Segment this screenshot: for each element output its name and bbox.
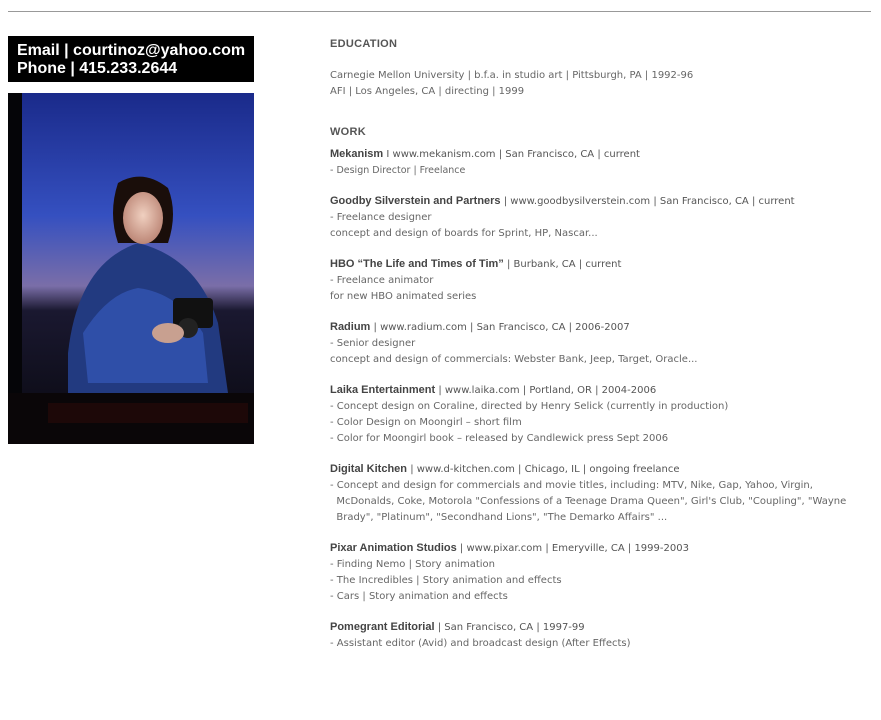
education-heading: EDUCATION xyxy=(330,38,398,50)
job-entry xyxy=(330,461,850,526)
email-line[interactable]: Email | courtinoz@yahoo.com xyxy=(17,42,246,59)
job-detail: - Concept design on Coraline, directed by Henry Selick (currently in production) xyxy=(330,401,729,412)
job-entry xyxy=(330,256,850,305)
job-title xyxy=(330,256,850,273)
job-info[interactable]: | www.laika.com | Portland, OR | 2004-2006 xyxy=(435,385,657,396)
job-detail: - Freelance designer xyxy=(330,212,432,223)
company-name: Pomegrant Editorial xyxy=(330,621,435,633)
job-detail: concept and design of commercials: Webster Bank, Jeep, Target, Oracle... xyxy=(330,354,698,365)
job-detail: - Color for Moongirl book – released by Candlewick press Sept 2006 xyxy=(330,433,669,444)
job-info[interactable]: | www.goodbysilverstein.com | San Francisco, CA | current xyxy=(500,196,795,207)
job-detail: concept and design of boards for Sprint, HP, Nascar... xyxy=(330,228,598,239)
job-title xyxy=(330,540,850,557)
job-entry xyxy=(330,540,850,605)
company-name: Digital Kitchen xyxy=(330,463,408,475)
job-entry xyxy=(330,319,850,368)
job-detail: - The Incredibles | Story animation and effects xyxy=(330,575,562,586)
job-detail: - Cars | Story animation and effects xyxy=(330,591,508,602)
job-info[interactable]: | www.radium.com | San Francisco, CA | 2006-2007 xyxy=(370,322,630,333)
phone-line: Phone | 415.233.2644 xyxy=(17,60,178,77)
company-name: Radium xyxy=(330,321,371,333)
job-title xyxy=(330,619,850,636)
job-info: | San Francisco, CA | 1997-99 xyxy=(434,622,585,633)
job-title xyxy=(330,382,850,399)
job-entry xyxy=(330,619,850,652)
company-name: HBO “The Life and Times of Tim” xyxy=(330,258,504,270)
company-name: Mekanism xyxy=(330,148,384,160)
portrait-photo xyxy=(8,93,254,444)
top-divider xyxy=(8,11,871,12)
company-name: Goodby Silverstein and Partners xyxy=(330,195,501,207)
company-name: Laika Entertainment xyxy=(330,384,436,396)
education-list xyxy=(330,68,850,100)
job-title xyxy=(330,146,850,163)
job-detail: - Concept and design for commercials and movie titles, including: MTV, Nike, Gap, Yahoo, Virgin, xyxy=(330,480,813,491)
job-title xyxy=(330,319,850,336)
company-name: Pixar Animation Studios xyxy=(330,542,457,554)
job-info[interactable]: I www.mekanism.com | San Francisco, CA | current xyxy=(383,149,640,160)
job-info[interactable]: | www.d-kitchen.com | Chicago, IL | ongoing freelance xyxy=(407,464,680,475)
job-detail: - Freelance animator xyxy=(330,275,434,286)
education-item: AFI | Los Angeles, CA | directing | 1999 xyxy=(330,86,525,97)
education-item: Carnegie Mellon University | b.f.a. in studio art | Pittsburgh, PA | 1992-96 xyxy=(330,70,694,81)
contact-box xyxy=(8,36,254,82)
job-detail: - Design Director | Freelance xyxy=(330,165,466,176)
resume-content xyxy=(330,36,850,652)
job-entry xyxy=(330,146,850,179)
job-detail: - Color Design on Moongirl – short film xyxy=(330,417,522,428)
job-detail: McDonalds, Coke, Motorola "Confessions of a Teenage Drama Queen", Girl's Club, "Coupling", "Wayne xyxy=(330,496,847,507)
job-entry xyxy=(330,382,850,447)
job-detail: - Assistant editor (Avid) and broadcast design (After Effects) xyxy=(330,638,631,649)
job-title xyxy=(330,461,850,478)
job-info[interactable]: | www.pixar.com | Emeryville, CA | 1999-2003 xyxy=(456,543,689,554)
job-info: | Burbank, CA | current xyxy=(503,259,622,270)
job-detail: - Finding Nemo | Story animation xyxy=(330,559,495,570)
work-heading: WORK xyxy=(330,126,367,138)
job-detail: for new HBO animated series xyxy=(330,291,477,302)
job-entry xyxy=(330,193,850,242)
job-detail: Brady", "Platinum", "Secondhand Lions", "The Demarko Affairs" ... xyxy=(330,512,668,523)
job-detail: - Senior designer xyxy=(330,338,416,349)
job-title xyxy=(330,193,850,210)
